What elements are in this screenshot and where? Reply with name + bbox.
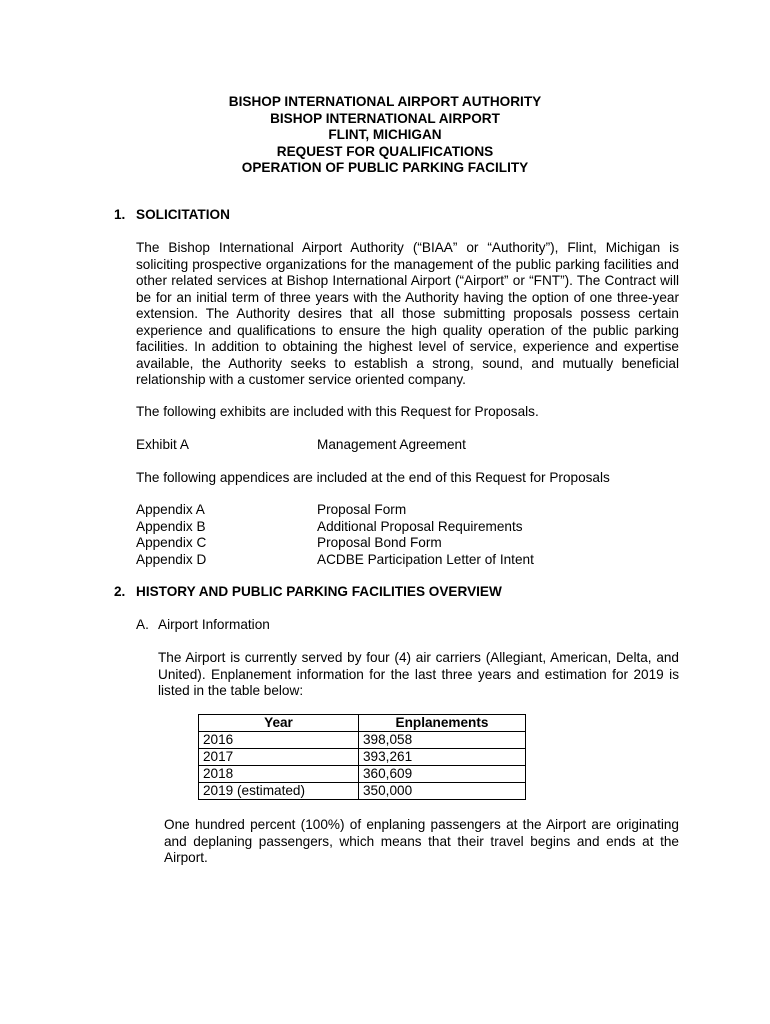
heading-line-authority: BISHOP INTERNATIONAL AIRPORT AUTHORITY: [228, 94, 542, 109]
subsection-a-closing: One hundred percent (100%) of enplaning passengers at the Airport are originating and deplaning passengers, which means that their travel begins and ends at the Airport.: [164, 817, 679, 865]
table-cell-enplanements: 393,261: [359, 749, 526, 766]
table-header-row: [199, 715, 526, 732]
table-row: [199, 749, 526, 766]
exhibit-a-label: Exhibit A: [136, 437, 189, 452]
table-cell-year: 2019 (estimated): [199, 783, 359, 800]
subsection-a-body: The Airport is currently served by four (4) air carriers (Allegiant, American, Delta, and United). Enplanement information for the last three years and estimation for 2019 is listed in the table below:: [158, 650, 679, 698]
section-1-body: The Bishop International Airport Authority (“BIAA” or “Authority”), Flint, Michigan is soliciting prospective organizations for the management of the public parking facilities and other related services at Bishop International Airport (“Airport” or “FNT”). The Contract will be for an initial term of three years with the Authority having the option of one three-year extension. The Authority desires that all those submitting proposals possess certain experience and qualifications to ensure the high quality operation of the public parking facilities. In addition to obtaining the highest level of service, experience and expertise available, the Authority seeks to establish a strong, sound, and mutually beneficial relationship with a customer service oriented company.: [136, 240, 679, 387]
table-header-year: Year: [199, 715, 359, 732]
exhibit-a-title: Management Agreement: [317, 437, 466, 452]
section-2-title-text: HISTORY AND PUBLIC PARKING FACILITIES OVERVIEW: [136, 584, 502, 599]
appendices-intro: The following appendices are included at the end of this Request for Proposals: [136, 470, 610, 485]
document-heading: [0, 94, 770, 177]
appendix-b-label: Appendix B: [136, 518, 206, 534]
appendix-a-title: Proposal Form: [317, 502, 407, 517]
table-cell-year: 2017: [199, 749, 359, 766]
appendix-b-title: Additional Proposal Requirements: [317, 518, 523, 534]
table-row: [199, 732, 526, 749]
heading-line-city: FLINT, MICHIGAN: [328, 127, 442, 142]
table-cell-year: 2018: [199, 766, 359, 783]
heading-line-operation: OPERATION OF PUBLIC PARKING FACILITY: [241, 160, 529, 175]
section-2-number: 2.: [114, 584, 126, 599]
appendix-c-label: Appendix C: [136, 535, 207, 550]
appendix-d-label: Appendix D: [136, 551, 207, 567]
section-2-title: [114, 584, 502, 601]
heading-line-airport: BISHOP INTERNATIONAL AIRPORT: [270, 110, 500, 126]
table-header-enplanements: Enplanements: [359, 715, 526, 732]
section-1-title: [114, 207, 230, 224]
table-cell-year: 2016: [199, 732, 359, 749]
appendix-a-label: Appendix A: [136, 502, 205, 517]
section-1-number: 1.: [114, 207, 126, 222]
table-cell-enplanements: 360,609: [359, 766, 526, 783]
table-cell-enplanements: 350,000: [359, 783, 526, 800]
subsection-a-heading: [136, 617, 270, 634]
enplanements-table: [198, 714, 526, 800]
table-cell-enplanements: 398,058: [359, 732, 526, 749]
section-1-title-text: SOLICITATION: [136, 207, 230, 222]
table-row: [199, 766, 526, 783]
subsection-a-label: A.: [136, 617, 149, 632]
subsection-a-title: Airport Information: [158, 617, 270, 632]
heading-line-request: REQUEST FOR QUALIFICATIONS: [276, 143, 494, 159]
exhibits-intro: The following exhibits are included with this Request for Proposals.: [136, 404, 539, 419]
table-row: [199, 783, 526, 800]
appendix-d-title: ACDBE Participation Letter of Intent: [317, 551, 534, 567]
appendix-c-title: Proposal Bond Form: [317, 535, 442, 550]
